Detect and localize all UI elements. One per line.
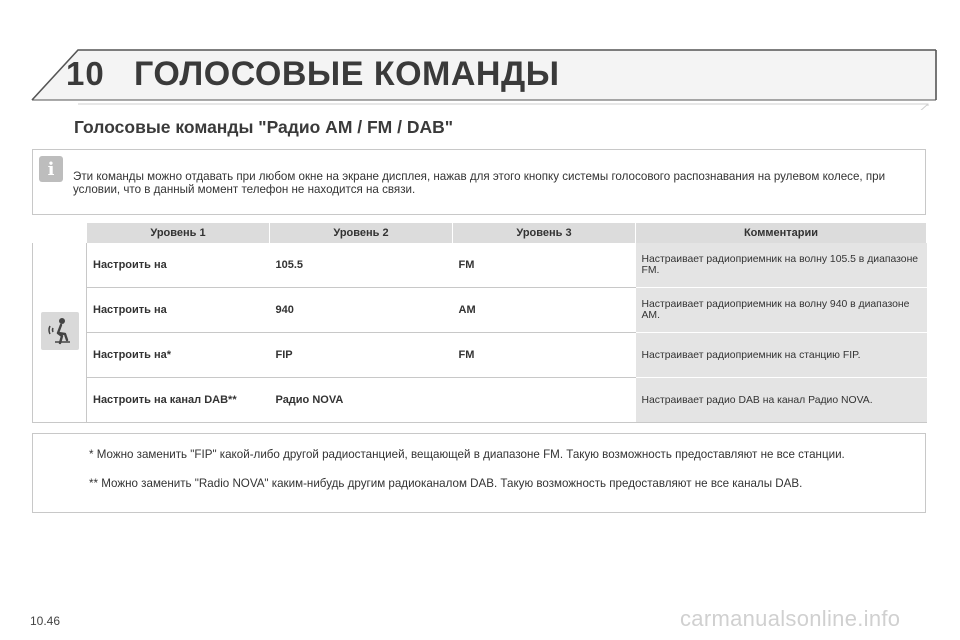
row-2-level-1: Настроить на bbox=[87, 288, 270, 333]
table-header-level-3: Уровень 3 bbox=[453, 223, 636, 243]
voice-commands-table bbox=[32, 223, 927, 423]
page-number: 10.46 bbox=[30, 614, 61, 628]
row-1-level-2: 105.5 bbox=[270, 243, 453, 288]
chapter-number: 10 bbox=[66, 55, 105, 92]
table-header-level-1: Уровень 1 bbox=[87, 223, 270, 243]
row-3-level-2: FIP bbox=[270, 333, 453, 378]
info-icon bbox=[39, 156, 63, 182]
table-row bbox=[33, 243, 927, 288]
row-4-level-2: Радио NOVA bbox=[270, 378, 453, 423]
watermark: carmanualsonline.info bbox=[680, 606, 901, 631]
row-2-level-3: AM bbox=[453, 288, 636, 333]
row-3-comment: Настраивает радиоприемник на станцию FIP. bbox=[636, 333, 927, 378]
info-icon-glyph: i bbox=[47, 159, 55, 180]
row-1-level-3: FM bbox=[453, 243, 636, 288]
row-1-comment: Настраивает радиоприемник на волну 105.5 в диапазоне FM. bbox=[636, 243, 927, 288]
table-header-comments: Комментарии bbox=[636, 223, 927, 243]
table-row bbox=[33, 333, 927, 378]
info-text: Эти команды можно отдавать при любом окне на экране дисплея, нажав для этого кнопку системы голосового распознавания на рулевом колесе, при условии, что в данный момент телефон не находится на связи. bbox=[73, 170, 886, 196]
table-header-level-2: Уровень 2 bbox=[270, 223, 453, 243]
voice-command-icon bbox=[41, 312, 79, 350]
section-title: Голосовые команды "Радио AM / FM / DAB" bbox=[74, 117, 454, 137]
row-1-level-1: Настроить на bbox=[87, 243, 270, 288]
row-4-level-3 bbox=[453, 378, 636, 423]
row-2-comment: Настраивает радиоприемник на волну 940 в диапазоне AM. bbox=[636, 288, 927, 333]
row-4-comment: Настраивает радио DAB на канал Радио NOVA. bbox=[636, 378, 927, 423]
table-header-blank bbox=[33, 223, 87, 243]
row-2-level-2: 940 bbox=[270, 288, 453, 333]
info-box bbox=[32, 149, 926, 215]
row-3-level-1: Настроить на* bbox=[87, 333, 270, 378]
footnote-2: ** Можно заменить "Radio NOVA" каким-нибудь другим радиоканалом DAB. Такую возможность предоставляют не все каналы DAB. bbox=[89, 477, 803, 490]
table-header-row bbox=[33, 223, 927, 243]
voice-command-icon-cell bbox=[33, 243, 87, 423]
footnotes-box bbox=[32, 433, 926, 513]
table-row bbox=[33, 288, 927, 333]
footnote-1: * Можно заменить "FIP" какой-либо другой радиостанцией, вещающей в диапазоне FM. Такую возможность предоставляют не все станции. bbox=[89, 448, 845, 461]
row-3-level-3: FM bbox=[453, 333, 636, 378]
row-4-level-1: Настроить на канал DAB** bbox=[87, 378, 270, 423]
table-row bbox=[33, 378, 927, 423]
chapter-title: ГОЛОСОВЫЕ КОМАНДЫ bbox=[134, 55, 560, 93]
